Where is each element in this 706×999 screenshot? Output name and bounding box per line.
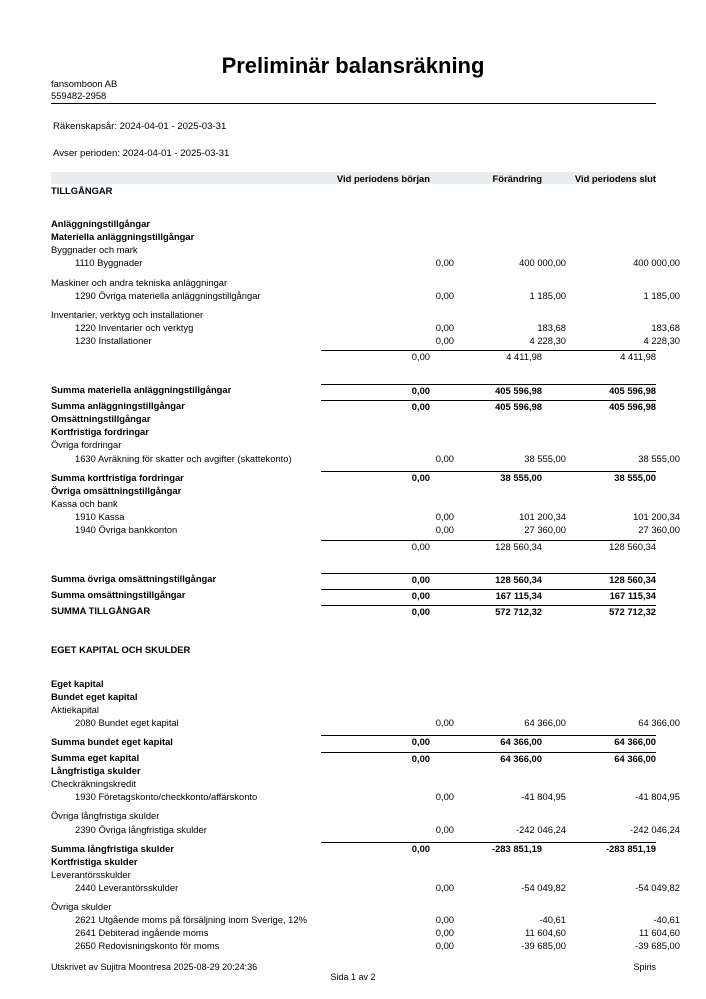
row-spacer — [51, 363, 656, 383]
value-start: 0,00 — [321, 752, 430, 764]
row-label: Omsättningstillgångar — [51, 413, 151, 425]
value-change: -242 046,24 — [515, 823, 566, 835]
section-heading — [51, 497, 656, 510]
value-end: 4 228,30 — [643, 334, 680, 346]
value-change: 64 366,00 — [430, 752, 542, 764]
row-spacer — [51, 617, 656, 637]
value-end: 572 712,32 — [542, 605, 656, 617]
row-label: Summa bundet eget kapital — [51, 735, 173, 747]
row-label: Summa anläggningstillgångar — [51, 400, 185, 412]
row-label: Leverantörsskulder — [51, 868, 131, 880]
value-end: 64 366,00 — [542, 752, 656, 764]
summary-row — [51, 383, 656, 396]
row-label: 2390 Övriga långfristiga skulder — [75, 823, 207, 835]
row-label: Summa kortfristiga fordringar — [51, 471, 184, 483]
row-label: Anläggningstillgångar — [51, 218, 150, 230]
account-row — [51, 790, 680, 803]
value-change: 572 712,32 — [430, 605, 542, 617]
section-heading — [51, 243, 656, 256]
value-start: 0,00 — [321, 400, 430, 412]
account-row — [51, 256, 680, 269]
value-end: 11 604,60 — [638, 927, 680, 939]
value-change: 11 604,60 — [524, 927, 566, 939]
row-label: SUMMA TILLGÅNGAR — [51, 605, 151, 617]
value-change: 38 555,00 — [524, 452, 566, 464]
value-start: 0,00 — [435, 257, 454, 269]
value-change: 183,68 — [537, 321, 566, 333]
account-row — [51, 822, 680, 835]
row-label: 1230 Installationer — [75, 334, 152, 346]
header-col-end: Vid periodens slut — [574, 172, 656, 184]
value-start: 0,00 — [435, 823, 454, 835]
value-start: 0,00 — [435, 524, 454, 536]
row-label: Summa materiella anläggningstillgångar — [51, 384, 232, 396]
value-start: 0,00 — [435, 452, 454, 464]
section-heading — [51, 690, 656, 703]
row-label: 1940 Övriga bankkonton — [75, 524, 178, 536]
value-change: 4 228,30 — [529, 334, 566, 346]
summary-row — [51, 399, 656, 412]
section-heading — [51, 484, 656, 497]
value-end: 38 555,00 — [542, 471, 656, 483]
summary-row — [51, 842, 656, 855]
account-row — [51, 716, 680, 729]
row-label: 2080 Bundet eget kapital — [75, 716, 179, 728]
value-end: 101 200,34 — [633, 510, 680, 522]
value-end: -40,61 — [653, 914, 680, 926]
row-label: Övriga omsättningstillgångar — [51, 484, 182, 496]
row-label: 1290 Övriga materiella anläggningstillgångar — [75, 289, 261, 301]
row-label: Eget kapital — [51, 677, 104, 689]
row-label: 1220 Inventarier och verktyg — [75, 321, 194, 333]
row-label: 2641 Debiterad ingående moms — [75, 927, 209, 939]
row-label: TILLGÅNGAR — [51, 185, 113, 197]
value-start: 0,00 — [435, 334, 454, 346]
value-change: 64 366,00 — [430, 735, 542, 747]
value-change: 4 411,98 — [430, 350, 542, 362]
section-heading — [51, 703, 656, 716]
value-start: 0,00 — [435, 321, 454, 333]
row-label: 1910 Kassa — [75, 510, 125, 522]
row-label: Byggnader och mark — [51, 244, 138, 256]
account-row — [51, 321, 680, 334]
summary-row — [51, 751, 656, 764]
value-end: -283 851,19 — [542, 842, 656, 854]
value-end: 183,68 — [651, 321, 680, 333]
table-body — [51, 184, 680, 952]
value-end: -54 049,82 — [635, 881, 680, 893]
value-change: 128 560,34 — [430, 573, 542, 585]
row-label: Materiella anläggningstillgångar — [51, 231, 195, 243]
value-change: -39 685,00 — [521, 940, 566, 952]
value-change: 167 115,34 — [430, 589, 542, 601]
value-start: 0,00 — [435, 881, 454, 893]
account-row — [51, 510, 680, 523]
value-end: 405 596,98 — [542, 384, 656, 396]
value-change: 400 000,00 — [519, 257, 566, 269]
value-start: 0,00 — [321, 471, 430, 483]
value-change: -40,61 — [539, 914, 566, 926]
value-change: 101 200,34 — [519, 510, 566, 522]
row-label: Aktiekapital — [51, 703, 99, 715]
value-change: 27 360,00 — [524, 524, 566, 536]
table-header — [51, 172, 656, 184]
report-period: Avser perioden: 2024-04-01 - 2025-03-31 — [53, 148, 230, 159]
company-info — [51, 78, 117, 102]
row-label: Summa långfristiga skulder — [51, 842, 174, 854]
value-start: 0,00 — [435, 716, 454, 728]
section-heading — [51, 855, 656, 868]
footer-page-number: Sida 1 av 2 — [330, 972, 376, 982]
account-row — [51, 523, 680, 536]
section-heading — [51, 184, 656, 197]
value-end: 128 560,34 — [542, 540, 656, 552]
row-label: EGET KAPITAL OCH SKULDER — [51, 644, 191, 656]
value-end: -242 046,24 — [629, 823, 680, 835]
header-col-start: Vid periodens början — [336, 172, 430, 184]
section-heading — [51, 425, 656, 438]
value-change: -283 851,19 — [430, 842, 542, 854]
company-name: fansomboon AB — [51, 78, 118, 89]
summary-row — [51, 604, 656, 617]
row-label: 2440 Leverantörsskulder — [75, 881, 179, 893]
row-label: Övriga fordringar — [51, 439, 122, 451]
row-spacer — [51, 657, 656, 677]
value-end: 1 185,00 — [643, 289, 680, 301]
row-label: Långfristiga skulder — [51, 765, 141, 777]
account-row — [51, 350, 656, 363]
value-end: 38 555,00 — [638, 452, 680, 464]
value-change: 128 560,34 — [430, 540, 542, 552]
summary-row — [51, 471, 656, 484]
row-label: 2621 Utgående moms på försäljning inom Sverige, 12% — [75, 914, 307, 926]
section-heading — [51, 868, 656, 881]
value-start: 0,00 — [321, 842, 430, 854]
section-heading — [51, 677, 656, 690]
value-start: 0,00 — [321, 589, 430, 601]
value-end: 64 366,00 — [638, 716, 680, 728]
value-start: 0,00 — [321, 540, 430, 552]
summary-row — [51, 588, 656, 601]
value-start: 0,00 — [321, 605, 430, 617]
value-start: 0,00 — [321, 735, 430, 747]
row-label: Övriga långfristiga skulder — [51, 810, 160, 822]
value-end: 27 360,00 — [638, 524, 680, 536]
row-label: Övriga skulder — [51, 900, 112, 912]
header-divider — [51, 103, 656, 104]
footer-brand: Spiris — [633, 962, 656, 972]
section-heading — [51, 230, 656, 243]
row-label: Kortfristiga fordringar — [51, 426, 149, 438]
value-start: 0,00 — [435, 791, 454, 803]
value-start: 0,00 — [321, 573, 430, 585]
row-label: 1930 Företagskonto/checkkonto/affärskonto — [75, 791, 258, 803]
value-end: 64 366,00 — [542, 735, 656, 747]
row-label: Inventarier, verktyg och installationer — [51, 308, 204, 320]
section-heading — [51, 308, 656, 321]
section-heading — [51, 438, 656, 451]
value-start: 0,00 — [435, 940, 454, 952]
summary-row — [51, 572, 656, 585]
summary-row — [51, 735, 656, 748]
row-label: Maskiner och andra tekniska anläggningar — [51, 276, 228, 288]
account-row — [51, 913, 680, 926]
value-change: 405 596,98 — [430, 400, 542, 412]
value-start: 0,00 — [321, 384, 430, 396]
row-spacer — [51, 552, 656, 572]
page-title: Preliminär balansräkning — [221, 53, 485, 78]
account-row — [51, 334, 680, 347]
value-change: 1 185,00 — [529, 289, 566, 301]
balance-sheet-table — [51, 172, 680, 952]
value-end: -39 685,00 — [635, 940, 680, 952]
section-heading — [51, 643, 656, 656]
value-change: -41 804,95 — [521, 791, 566, 803]
value-end: 400 000,00 — [633, 257, 680, 269]
account-row — [51, 926, 680, 939]
value-end: 405 596,98 — [542, 400, 656, 412]
row-label: Checkräkningskredit — [51, 778, 136, 790]
value-end: 128 560,34 — [542, 573, 656, 585]
header-col-change: Förändring — [492, 172, 542, 184]
row-label: Kortfristiga skulder — [51, 855, 138, 867]
value-change: 64 366,00 — [524, 716, 566, 728]
section-heading — [51, 412, 656, 425]
value-change: 405 596,98 — [430, 384, 542, 396]
row-label: Bundet eget kapital — [51, 690, 138, 702]
account-row — [51, 881, 680, 894]
value-end: -41 804,95 — [635, 791, 680, 803]
row-label: 1110 Byggnader — [75, 257, 143, 269]
account-row — [51, 289, 680, 302]
value-start: 0,00 — [321, 350, 430, 362]
section-heading — [51, 217, 656, 230]
value-change: 38 555,00 — [430, 471, 542, 483]
section-heading — [51, 809, 656, 822]
account-row — [51, 539, 656, 552]
row-label: Summa omsättningstillgångar — [51, 589, 186, 601]
row-spacer — [51, 197, 656, 217]
company-org-number: 559482-2958 — [51, 90, 107, 101]
value-start: 0,00 — [435, 289, 454, 301]
value-end: 4 411,98 — [542, 350, 656, 362]
section-heading — [51, 764, 656, 777]
row-label: Summa övriga omsättningstillgångar — [51, 573, 217, 585]
account-row — [51, 452, 680, 465]
footer-printed-by: Utskrivet av Sujitra Moontresa 2025-08-29 20:24:36 — [51, 962, 258, 972]
section-heading — [51, 900, 656, 913]
value-end: 167 115,34 — [542, 589, 656, 601]
value-start: 0,00 — [435, 914, 454, 926]
row-label: Kassa och bank — [51, 497, 118, 509]
section-heading — [51, 777, 656, 790]
value-change: -54 049,82 — [521, 881, 566, 893]
value-start: 0,00 — [435, 510, 454, 522]
account-row — [51, 939, 680, 952]
row-label: 2650 Redovisningskonto för moms — [75, 940, 220, 952]
row-label: Summa eget kapital — [51, 752, 140, 764]
value-start: 0,00 — [435, 927, 454, 939]
fiscal-year: Räkenskapsår: 2024-04-01 - 2025-03-31 — [53, 121, 227, 132]
row-label: 1630 Avräkning för skatter och avgifter (skattekonto) — [75, 452, 292, 464]
section-heading — [51, 275, 656, 288]
